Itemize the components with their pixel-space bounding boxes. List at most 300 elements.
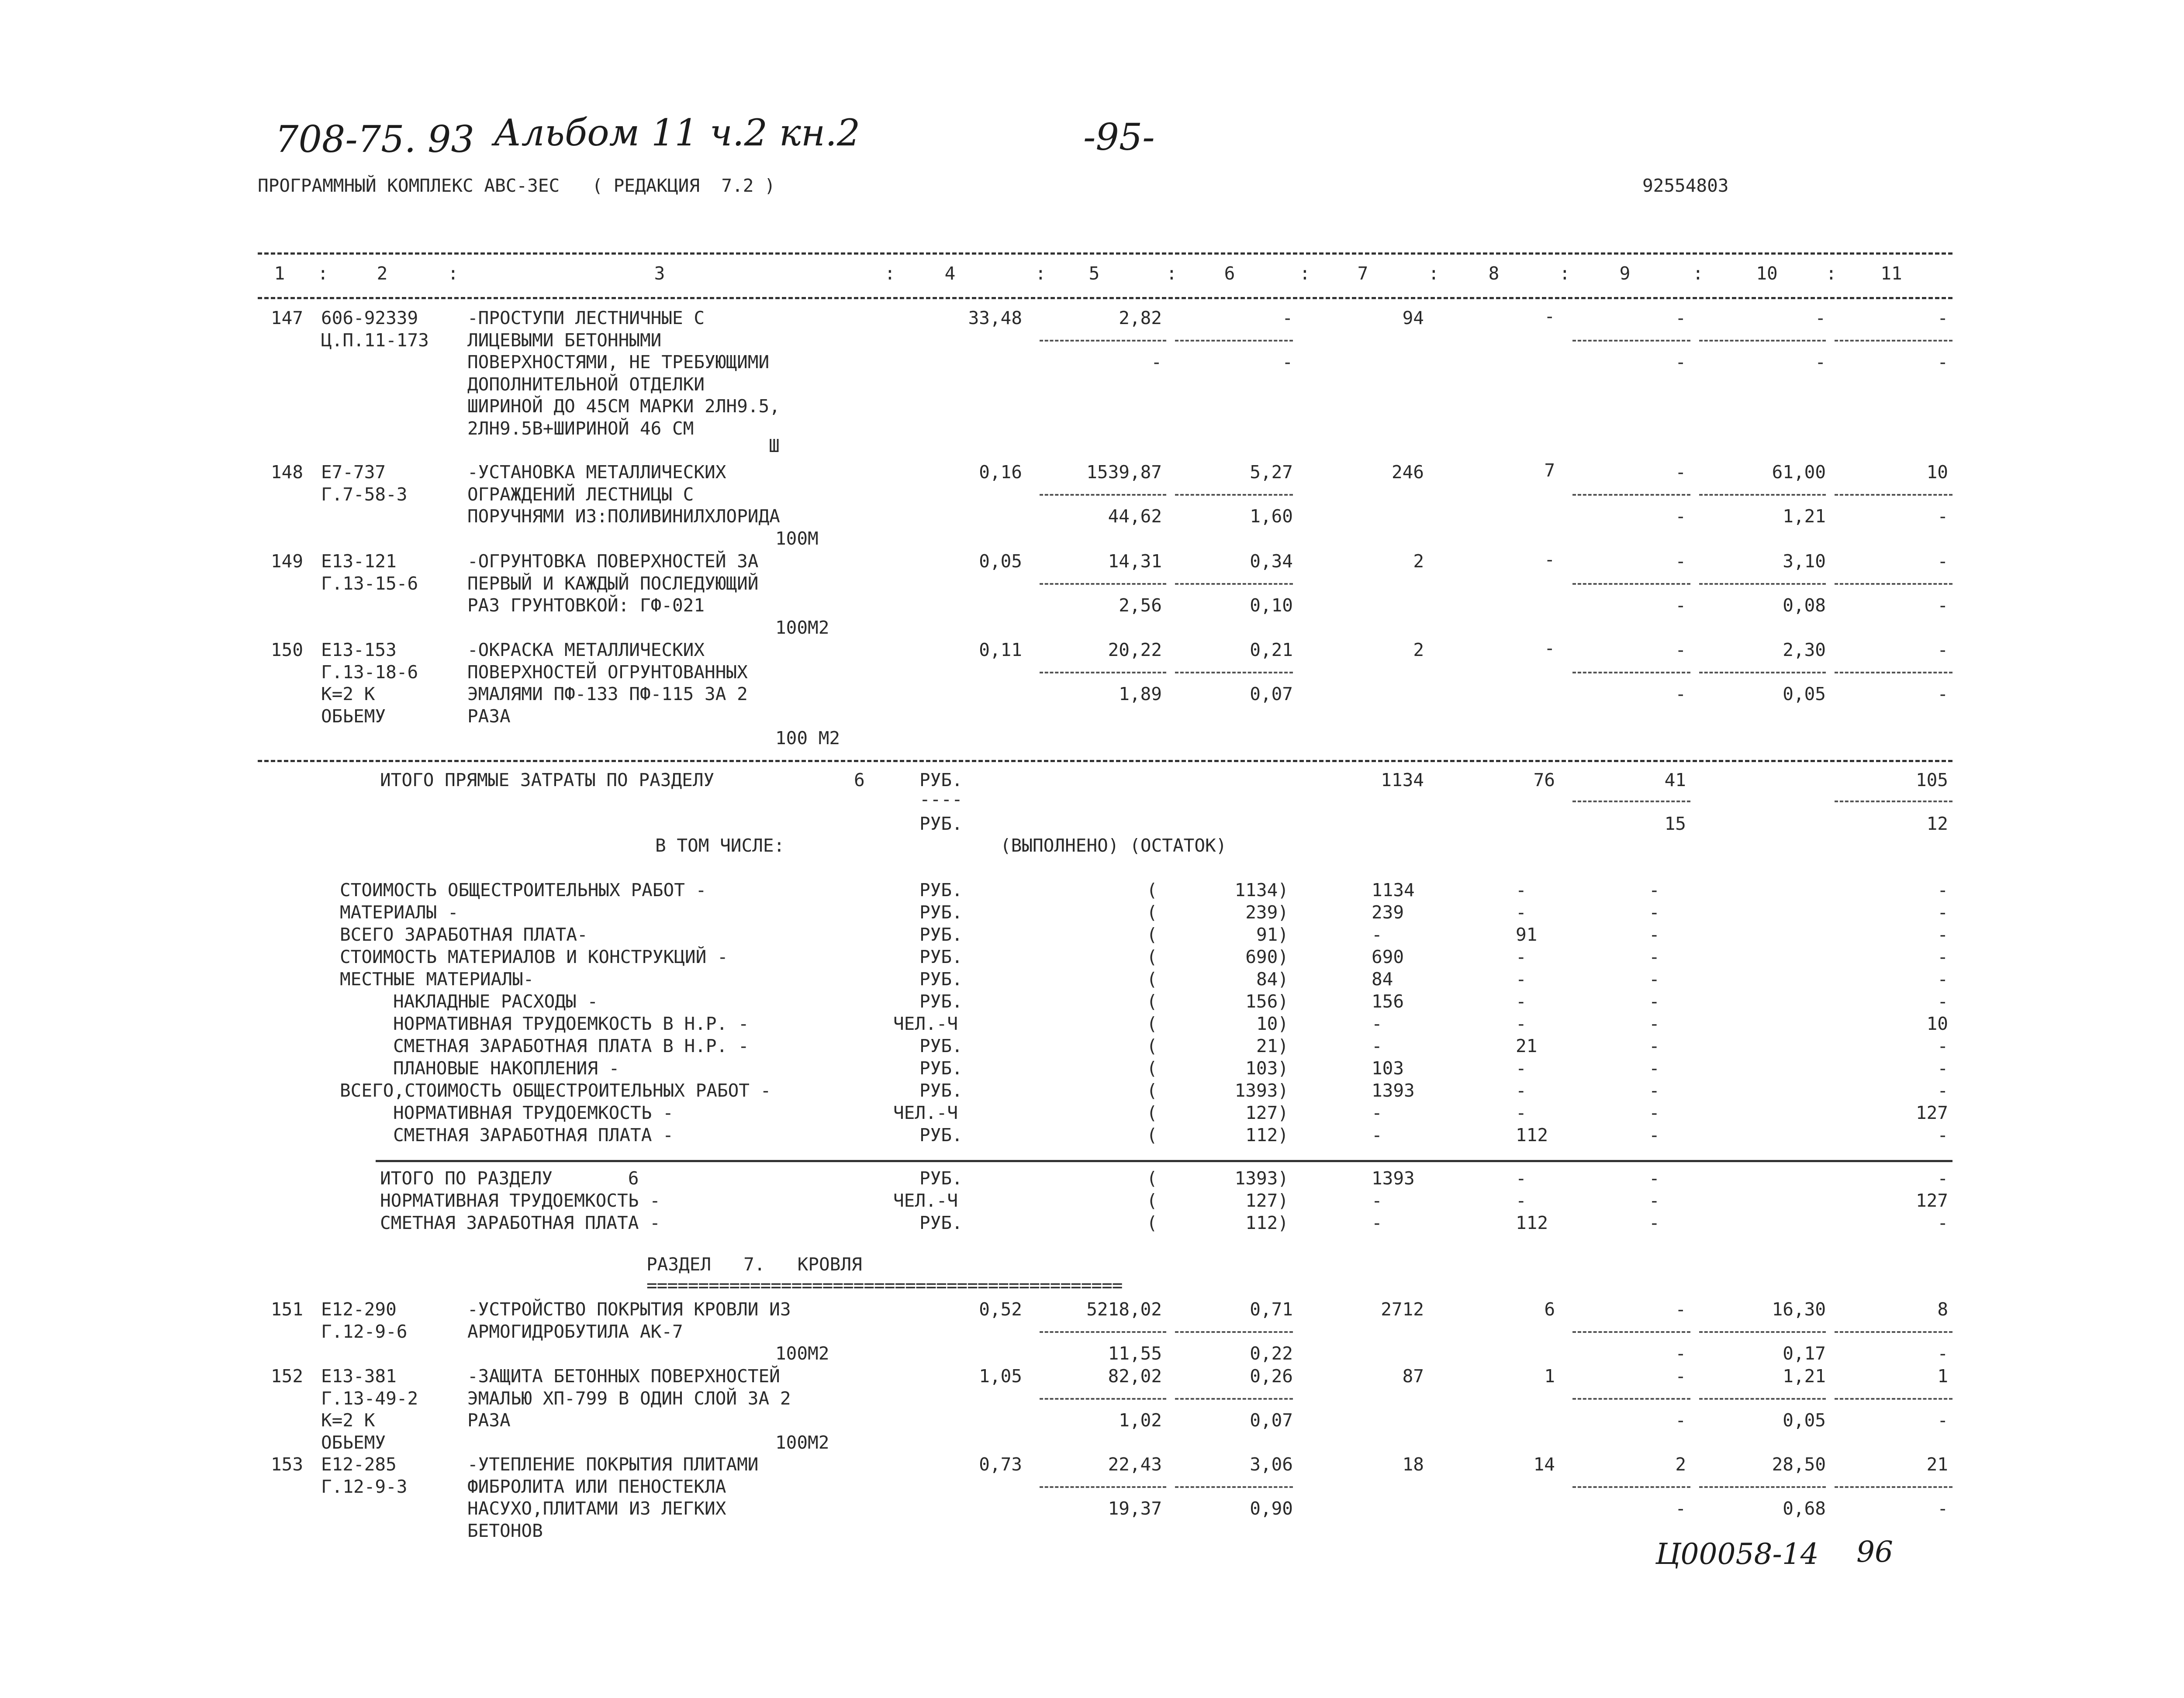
breakdown-unit: РУБ. — [919, 924, 963, 945]
breakdown-c11: - — [1937, 902, 1948, 923]
column-header-10: 10 — [1756, 263, 1778, 284]
item-c6: 0,21 — [1250, 639, 1293, 660]
item-description: ПЕРВЫЙ И КАЖДЫЙ ПОСЛЕДУЮЩИЙ — [467, 573, 759, 594]
item-description: ЛИЦЕВЫМИ БЕТОННЫМИ — [467, 329, 662, 351]
item-number: 149 — [271, 551, 304, 572]
item-c6-rule — [1175, 1331, 1293, 1333]
item-cost: 18 — [1402, 1454, 1424, 1475]
breakdown-c7: 103 — [1372, 1058, 1404, 1079]
direct-c9-rule — [1572, 801, 1690, 802]
column-separator: : — [1166, 263, 1177, 284]
item-code: К=2 К — [321, 1410, 375, 1431]
breakdown-c7: - — [1372, 1102, 1382, 1123]
item-c5-labor: 1,89 — [1119, 683, 1162, 704]
breakdown-c8: - — [1516, 969, 1527, 990]
column-header-1: 1 — [274, 263, 285, 284]
item-description: ПОВЕРХНОСТЕЙ ОГРУНТОВАННЫХ — [467, 661, 748, 683]
item-quantity: 33,48 — [968, 307, 1022, 328]
item-c6-rule — [1175, 583, 1293, 585]
item-cost: 2712 — [1381, 1299, 1424, 1320]
item-description: БЕТОНОВ — [467, 1520, 543, 1541]
column-header-9: 9 — [1619, 263, 1631, 284]
breakdown-c7: 690 — [1372, 946, 1404, 967]
item-c5: 1539,87 — [1086, 462, 1162, 483]
item-description: ДОПОЛНИТЕЛЬНОЙ ОТДЕЛКИ — [467, 373, 705, 395]
section-total-rule — [376, 1160, 1952, 1162]
item-code: Г.13-49-2 — [321, 1387, 418, 1409]
item-code: Е7-737 — [321, 462, 386, 483]
column-separator: : — [1035, 263, 1046, 284]
item-c10-rule — [1699, 583, 1826, 585]
item-cost: 2 — [1413, 639, 1424, 660]
document-code: 92554803 — [1642, 175, 1729, 196]
column-separator: : — [1826, 263, 1837, 284]
item-description: ПОВЕРХНОСТЯМИ, НЕ ТРЕБУЮЩИМИ — [467, 352, 770, 373]
column-header-8: 8 — [1488, 263, 1500, 284]
breakdown-c11: - — [1937, 1125, 1948, 1146]
breakdown-c7: 156 — [1372, 991, 1404, 1012]
item-code: Ц.П.11-173 — [321, 329, 429, 351]
item-c6: 0,26 — [1250, 1366, 1293, 1387]
item-c11: 1 — [1937, 1366, 1948, 1387]
breakdown-label: МАТЕРИАЛЫ - — [340, 902, 459, 923]
breakdown-paren: ( — [1147, 924, 1158, 945]
item-c10: 61,00 — [1772, 462, 1826, 483]
breakdown-value: 112) — [1245, 1125, 1289, 1146]
item-c5-rule — [1040, 494, 1166, 496]
breakdown-label: ПЛАНОВЫЕ НАКОПЛЕНИЯ - — [393, 1058, 620, 1079]
program-header: ПРОГРАММНЫЙ КОМПЛЕКС АВС-3ЕС ( РЕДАКЦИЯ 7.2 ) — [258, 175, 775, 196]
item-c11-labor: - — [1937, 1498, 1948, 1519]
item-c5-labor: 44,62 — [1108, 506, 1162, 527]
item-code: Г.7-58-3 — [321, 483, 408, 505]
item-description: 2ЛН9.5В+ШИРИНОЙ 46 СМ — [467, 418, 694, 439]
breakdown-value: 10) — [1256, 1013, 1289, 1034]
breakdown-paren: ( — [1147, 1080, 1158, 1101]
item-description: ФИБРОЛИТА ИЛИ ПЕНОСТЕКЛА — [467, 1476, 726, 1497]
item-c11-rule — [1835, 494, 1952, 496]
item-c5-labor: 2,56 — [1119, 595, 1162, 616]
column-header-3: 3 — [654, 263, 665, 284]
direct-total-c11: 105 — [1915, 770, 1948, 790]
breakdown-c11: 10 — [1926, 1013, 1948, 1034]
item-c9-rule — [1572, 494, 1690, 496]
bottom-stamp-code: Ц00058-14 — [1655, 1537, 1819, 1571]
direct-total-label: ИТОГО ПРЯМЫЕ ЗАТРАТЫ ПО РАЗДЕЛУ — [380, 770, 715, 790]
section-7-title: РАЗДЕЛ 7. КРОВЛЯ — [646, 1254, 862, 1275]
item-quantity: 0,16 — [979, 462, 1022, 483]
item-description: АРМОГИДРОБУТИЛА АК-7 — [467, 1321, 683, 1342]
breakdown-unit: РУБ. — [919, 969, 963, 990]
item-c11: - — [1937, 639, 1948, 660]
breakdown-paren: ( — [1147, 946, 1158, 967]
item-number: 148 — [271, 462, 304, 483]
second-c9: 15 — [1664, 813, 1686, 834]
column-separator: : — [318, 263, 328, 284]
item-c8: - — [1544, 549, 1555, 570]
breakdown-paren: ( — [1147, 902, 1158, 923]
item-c9-rule — [1572, 583, 1690, 585]
breakdown-value: 1134) — [1234, 880, 1289, 901]
breakdown-label: ВСЕГО,СТОИМОСТЬ ОБЩЕСТРОИТЕЛЬНЫХ РАБОТ - — [340, 1080, 771, 1101]
item-c10-rule — [1699, 494, 1826, 496]
item-cost: 87 — [1402, 1366, 1424, 1387]
breakdown-unit: РУБ. — [919, 946, 963, 967]
item-c11-rule — [1835, 583, 1952, 585]
item-c5: 82,02 — [1108, 1366, 1162, 1387]
second-c11: 12 — [1926, 813, 1948, 834]
column-separator: : — [1299, 263, 1310, 284]
breakdown-c7: - — [1372, 1035, 1382, 1056]
breakdown-paren: ( — [1147, 1125, 1158, 1146]
direct-total-c9: 41 — [1664, 770, 1686, 790]
item-c5-labor: 19,37 — [1108, 1498, 1162, 1519]
item-code: Е12-285 — [321, 1454, 397, 1475]
item-unit: 100М2 — [775, 1432, 829, 1453]
item-c9-labor: - — [1675, 595, 1686, 616]
item-description: РАЗА — [467, 1410, 511, 1431]
breakdown-c9: - — [1649, 1013, 1660, 1034]
item-c8: 6 — [1544, 1299, 1555, 1320]
section-total-label: СМЕТНАЯ ЗАРАБОТНАЯ ПЛАТА - — [380, 1212, 660, 1233]
item-c11: 8 — [1937, 1299, 1948, 1320]
column-separator: : — [448, 263, 459, 284]
item-c6-labor: 0,07 — [1250, 1410, 1293, 1431]
breakdown-unit: РУБ. — [919, 1058, 963, 1079]
item-c6-labor: 0,22 — [1250, 1343, 1293, 1364]
breakdown-value: 690) — [1245, 946, 1289, 967]
section-total-label: НОРМАТИВНАЯ ТРУДОЕМКОСТЬ - — [380, 1190, 660, 1211]
section-total-unit: РУБ. — [919, 1212, 963, 1233]
breakdown-value: 156) — [1245, 991, 1289, 1012]
section-total-paren: ( — [1147, 1168, 1158, 1189]
item-c5: 5218,02 — [1086, 1299, 1162, 1320]
item-c9: - — [1675, 639, 1686, 660]
item-c6: - — [1282, 307, 1293, 328]
item-c8: 14 — [1533, 1454, 1555, 1475]
breakdown-unit: ЧЕЛ.-Ч — [893, 1102, 958, 1123]
section-total-c8: - — [1516, 1168, 1527, 1189]
item-c6-rule — [1175, 494, 1293, 496]
section-total-paren: ( — [1147, 1190, 1158, 1211]
item-c9-rule — [1572, 1486, 1690, 1488]
item-c9: - — [1675, 1299, 1686, 1320]
item-cost: 94 — [1402, 307, 1424, 328]
item-number: 151 — [271, 1299, 304, 1320]
item-quantity: 1,05 — [979, 1366, 1022, 1387]
breakdown-c9: - — [1649, 991, 1660, 1012]
section-total-c7: - — [1372, 1190, 1382, 1211]
item-description: -УСТАНОВКА МЕТАЛЛИЧЕСКИХ — [467, 462, 726, 483]
item-description: НАСУХО,ПЛИТАМИ ИЗ ЛЕГКИХ — [467, 1498, 726, 1519]
breakdown-c8: 21 — [1516, 1035, 1538, 1056]
breakdown-value: 1393) — [1234, 1080, 1289, 1101]
breakdown-label: НОРМАТИВНАЯ ТРУДОЕМКОСТЬ В Н.Р. - — [393, 1013, 749, 1034]
column-header-4: 4 — [944, 263, 956, 284]
section-total-unit: ЧЕЛ.-Ч — [893, 1190, 958, 1211]
breakdown-paren: ( — [1147, 1035, 1158, 1056]
item-c6-labor: 0,10 — [1250, 595, 1293, 616]
item-c9-labor: - — [1675, 1343, 1686, 1364]
breakdown-value: 84) — [1256, 969, 1289, 990]
header-bottom-rule — [258, 297, 1952, 299]
breakdown-paren: ( — [1147, 969, 1158, 990]
item-description: -ОКРАСКА МЕТАЛЛИЧЕСКИХ — [467, 639, 705, 660]
item-c6: 0,34 — [1250, 551, 1293, 572]
section-total-paren: ( — [1147, 1212, 1158, 1233]
item-c11: - — [1937, 551, 1948, 572]
breakdown-unit: РУБ. — [919, 1035, 963, 1056]
breakdown-paren: ( — [1147, 1058, 1158, 1079]
item-c6-labor: 0,90 — [1250, 1498, 1293, 1519]
breakdown-c7: - — [1372, 1013, 1382, 1034]
section-total-c8: 112 — [1516, 1212, 1548, 1233]
item-c5-labor: 1,02 — [1119, 1410, 1162, 1431]
item-c5: 22,43 — [1108, 1454, 1162, 1475]
breakdown-c8: - — [1516, 946, 1527, 967]
item-number: 152 — [271, 1366, 304, 1387]
item-quantity: 0,05 — [979, 551, 1022, 572]
item-description: ПОРУЧНЯМИ ИЗ:ПОЛИВИНИЛХЛОРИДА — [467, 506, 780, 527]
item-c11: 10 — [1926, 462, 1948, 483]
item-cost: 2 — [1413, 551, 1424, 572]
item-c5: 14,31 — [1108, 551, 1162, 572]
item-c6-labor: 1,60 — [1250, 506, 1293, 527]
bottom-stamp-number: 96 — [1856, 1535, 1893, 1569]
item-c9-labor: - — [1675, 683, 1686, 704]
item-quantity: 0,73 — [979, 1454, 1022, 1475]
item-description: -ПРОСТУПИ ЛЕСТНИЧНЫЕ С — [467, 307, 705, 328]
item-cost: 246 — [1391, 462, 1424, 483]
item-c6: 0,71 — [1250, 1299, 1293, 1320]
item-c9-labor: - — [1675, 1410, 1686, 1431]
item-quantity: 0,52 — [979, 1299, 1022, 1320]
breakdown-c8: - — [1516, 991, 1527, 1012]
item-c5-rule — [1040, 340, 1166, 342]
column-separator: : — [1559, 263, 1570, 284]
item-description: ШИРИНОЙ ДО 45СМ МАРКИ 2ЛН9.5, — [467, 396, 780, 417]
item-c10-labor: - — [1815, 352, 1826, 373]
item-code: Г.12-9-3 — [321, 1476, 408, 1497]
breakdown-value: 21) — [1256, 1035, 1289, 1056]
direct-total-c7: 1134 — [1381, 770, 1424, 790]
section-total-c11: - — [1937, 1212, 1948, 1233]
item-c10: 1,21 — [1783, 1366, 1826, 1387]
breakdown-c11: - — [1937, 1080, 1948, 1101]
item-c6-labor: - — [1282, 352, 1293, 373]
section-total-c11: 127 — [1915, 1190, 1948, 1211]
breakdown-paren: ( — [1147, 880, 1158, 901]
breakdown-paren: ( — [1147, 991, 1158, 1012]
item-c10-rule — [1699, 672, 1826, 673]
item-c9-rule — [1572, 672, 1690, 673]
item-c9: - — [1675, 1366, 1686, 1387]
breakdown-unit: ЧЕЛ.-Ч — [893, 1013, 958, 1034]
item-c5-rule — [1040, 1331, 1166, 1333]
item-description: РАЗ ГРУНТОВКОЙ: ГФ-021 — [467, 595, 705, 616]
item-c11-labor: - — [1937, 683, 1948, 704]
item-unit: 100М2 — [775, 617, 829, 638]
item-code: К=2 К — [321, 683, 375, 704]
breakdown-value: 127) — [1245, 1102, 1289, 1123]
breakdown-c9: - — [1649, 1125, 1660, 1146]
item-code: Г.13-18-6 — [321, 661, 418, 683]
including-header: (ВЫПОЛНЕНО) (ОСТАТОК) — [1000, 835, 1227, 856]
column-header-7: 7 — [1357, 263, 1368, 284]
item-c10: 3,10 — [1783, 551, 1826, 572]
item-c5-labor: 11,55 — [1108, 1343, 1162, 1364]
item-c10-labor: 0,17 — [1783, 1343, 1826, 1364]
breakdown-c7: 1393 — [1372, 1080, 1415, 1101]
column-separator: : — [1693, 263, 1704, 284]
breakdown-c7: - — [1372, 924, 1382, 945]
breakdown-paren: ( — [1147, 1102, 1158, 1123]
second-unit: РУБ. — [919, 813, 963, 834]
header-top-rule — [258, 252, 1952, 255]
breakdown-label: СМЕТНАЯ ЗАРАБОТНАЯ ПЛАТА - — [393, 1125, 674, 1146]
breakdown-c7: 84 — [1372, 969, 1393, 990]
item-c10-rule — [1699, 1331, 1826, 1333]
item-c8: - — [1544, 638, 1555, 659]
breakdown-label: СТОИМОСТЬ МАТЕРИАЛОВ И КОНСТРУКЦИЙ - — [340, 946, 728, 967]
item-unit: 100М2 — [775, 1343, 829, 1364]
item-c10: 2,30 — [1783, 639, 1826, 660]
breakdown-c8: 112 — [1516, 1125, 1548, 1146]
breakdown-label: ВСЕГО ЗАРАБОТНАЯ ПЛАТА- — [340, 924, 588, 945]
item-c10-rule — [1699, 1398, 1826, 1400]
item-number: 150 — [271, 639, 304, 660]
item-c10-labor: 0,05 — [1783, 1410, 1826, 1431]
item-c10-labor: 0,68 — [1783, 1498, 1826, 1519]
breakdown-value: 239) — [1245, 902, 1289, 923]
breakdown-c11: - — [1937, 924, 1948, 945]
item-c11-labor: - — [1937, 352, 1948, 373]
item-c9: - — [1675, 307, 1686, 328]
breakdown-c11: - — [1937, 1035, 1948, 1056]
item-c11-rule — [1835, 1331, 1952, 1333]
item-c10-labor: 0,05 — [1783, 683, 1826, 704]
breakdown-c9: - — [1649, 1035, 1660, 1056]
item-c9-rule — [1572, 1331, 1690, 1333]
direct-total-dashes: ---- — [919, 789, 963, 810]
breakdown-unit: РУБ. — [919, 880, 963, 901]
item-description: ОГРАЖДЕНИЙ ЛЕСТНИЦЫ С — [467, 483, 694, 505]
item-c11-labor: - — [1937, 506, 1948, 527]
item-c9: - — [1675, 462, 1686, 483]
item-c5-labor: - — [1151, 352, 1162, 373]
item-c10: 28,50 — [1772, 1454, 1826, 1475]
breakdown-c11: - — [1937, 969, 1948, 990]
breakdown-c9: - — [1649, 1102, 1660, 1123]
item-unit: 100 М2 — [775, 728, 840, 749]
item-number: 153 — [271, 1454, 304, 1475]
breakdown-c11: - — [1937, 1058, 1948, 1079]
breakdown-unit: РУБ. — [919, 902, 963, 923]
breakdown-c7: 239 — [1372, 902, 1404, 923]
album-code: 708-75. 93 — [275, 118, 474, 161]
item-c10-rule — [1699, 340, 1826, 342]
breakdown-c8: - — [1516, 1102, 1527, 1123]
item-c9-rule — [1572, 340, 1690, 342]
item-unit: Ш — [769, 435, 780, 456]
item-c10-rule — [1699, 1486, 1826, 1488]
item-c6-rule — [1175, 1398, 1293, 1400]
item-unit: 100М — [775, 528, 819, 549]
breakdown-c7: - — [1372, 1125, 1382, 1146]
item-c5: 2,82 — [1119, 307, 1162, 328]
including-label: В ТОМ ЧИСЛЕ: — [655, 835, 785, 856]
breakdown-c8: - — [1516, 1080, 1527, 1101]
breakdown-c11: - — [1937, 880, 1948, 901]
section-total-c9: - — [1649, 1168, 1660, 1189]
item-c6-rule — [1175, 672, 1293, 673]
breakdown-c8: - — [1516, 1013, 1527, 1034]
breakdown-c9: - — [1649, 924, 1660, 945]
breakdown-label: СМЕТНАЯ ЗАРАБОТНАЯ ПЛАТА В Н.Р. - — [393, 1035, 749, 1056]
item-code: Е12-290 — [321, 1299, 397, 1320]
item-c9-labor: - — [1675, 506, 1686, 527]
section-total-value: 1393) — [1234, 1168, 1289, 1189]
item-c5-rule — [1040, 583, 1166, 585]
breakdown-label: СТОИМОСТЬ ОБЩЕСТРОИТЕЛЬНЫХ РАБОТ - — [340, 880, 707, 901]
item-code: Г.13-15-6 — [321, 573, 418, 594]
column-separator: : — [1428, 263, 1439, 284]
item-c11: - — [1937, 307, 1948, 328]
item-c11-rule — [1835, 672, 1952, 673]
item-c11-rule — [1835, 340, 1952, 342]
item-description: ЭМАЛЯМИ ПФ-133 ПФ-115 ЗА 2 — [467, 683, 748, 704]
item-c6-labor: 0,07 — [1250, 683, 1293, 704]
breakdown-c7: 1134 — [1372, 880, 1415, 901]
item-description: РАЗА — [467, 705, 511, 727]
column-header-2: 2 — [377, 263, 388, 284]
section-total-value: 112) — [1245, 1212, 1289, 1233]
item-c9-labor: - — [1675, 1498, 1686, 1519]
breakdown-unit: РУБ. — [919, 1125, 963, 1146]
breakdown-value: 91) — [1256, 924, 1289, 945]
item-description: -УТЕПЛЕНИЕ ПОКРЫТИЯ ПЛИТАМИ — [467, 1454, 759, 1475]
item-c9-rule — [1572, 1398, 1690, 1400]
section-total-unit: РУБ. — [919, 1168, 963, 1189]
item-code: Г.12-9-6 — [321, 1321, 408, 1342]
item-code: Е13-381 — [321, 1366, 397, 1387]
section-total-value: 127) — [1245, 1190, 1289, 1211]
breakdown-c11: - — [1937, 991, 1948, 1012]
item-c9: 2 — [1675, 1454, 1686, 1475]
item-c8: - — [1544, 306, 1555, 327]
item-c10-labor: 0,08 — [1783, 595, 1826, 616]
section-total-c11: - — [1937, 1168, 1948, 1189]
direct-total-num: 6 — [854, 770, 865, 790]
item-c10: - — [1815, 307, 1826, 328]
item-c11-labor: - — [1937, 595, 1948, 616]
breakdown-c9: - — [1649, 946, 1660, 967]
breakdown-unit: РУБ. — [919, 991, 963, 1012]
section-total-label: ИТОГО ПО РАЗДЕЛУ 6 — [380, 1168, 639, 1189]
album-title: Альбом 11 ч.2 кн.2 — [494, 111, 860, 154]
item-c9: - — [1675, 551, 1686, 572]
item-c5-rule — [1040, 672, 1166, 673]
breakdown-c9: - — [1649, 1058, 1660, 1079]
section-total-c8: - — [1516, 1190, 1527, 1211]
breakdown-label: НОРМАТИВНАЯ ТРУДОЕМКОСТЬ - — [393, 1102, 674, 1123]
breakdown-c11: 127 — [1915, 1102, 1948, 1123]
item-c6: 5,27 — [1250, 462, 1293, 483]
section-7-underline: ============================================== — [646, 1275, 1123, 1296]
item-description: -ЗАЩИТА БЕТОННЫХ ПОВЕРХНОСТЕЙ — [467, 1366, 780, 1387]
breakdown-value: 103) — [1245, 1058, 1289, 1079]
breakdown-c11: - — [1937, 946, 1948, 967]
